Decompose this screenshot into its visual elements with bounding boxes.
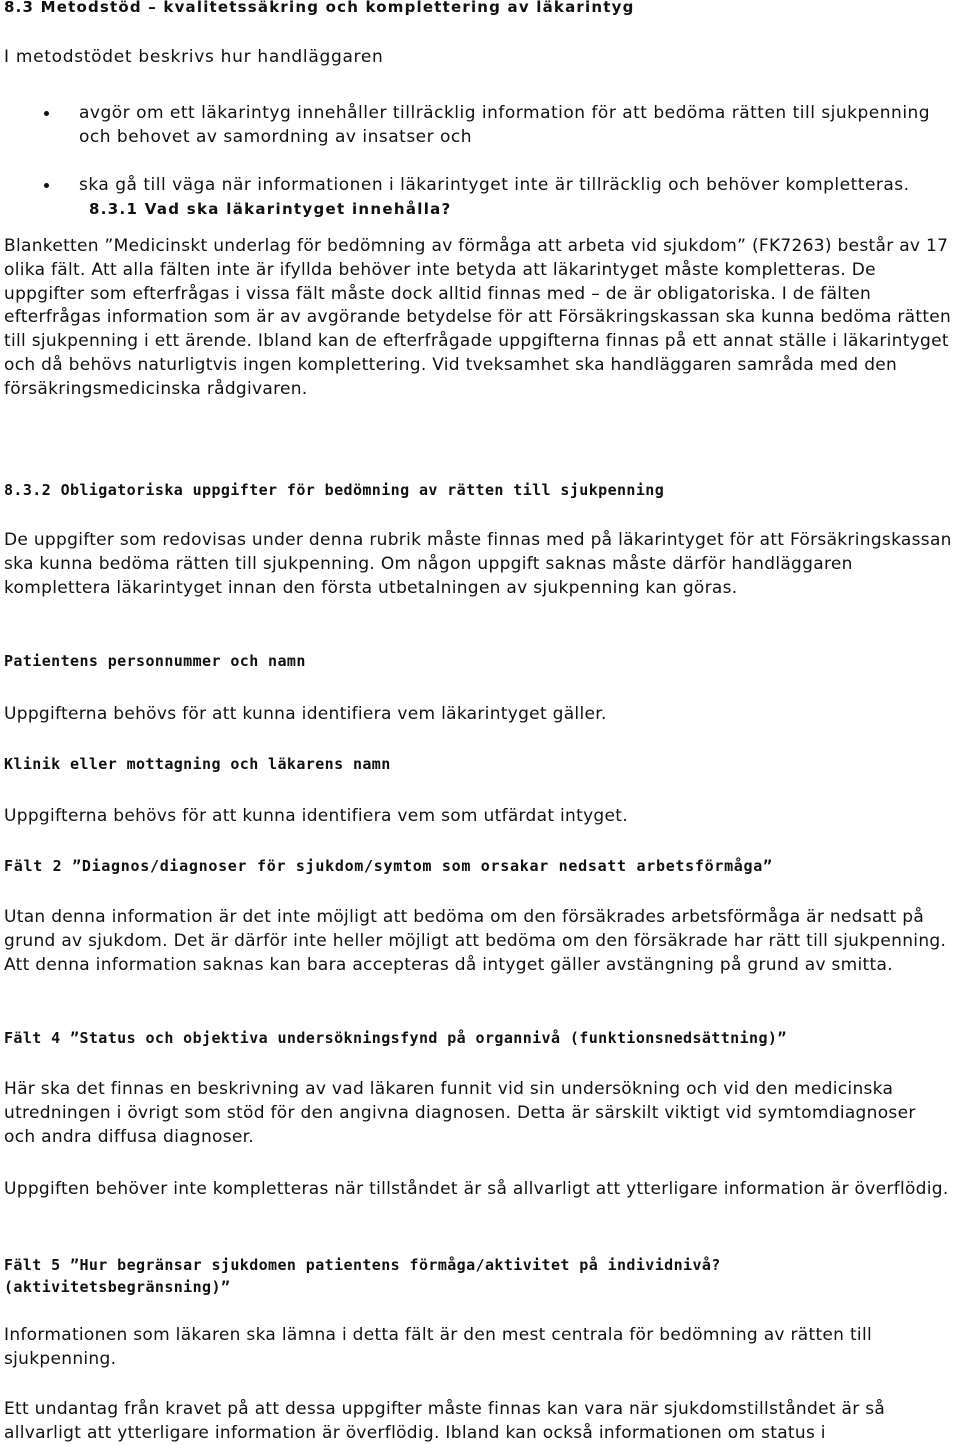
item-text: Ett undantag från kravet på att dessa uppgifter måste finnas kan vara när sjukdomstillståndet är så allvarligt att ytterligare information är överflödig. Ibland kan också informationen om status i [4, 1399, 886, 1443]
intro-text: I metodstödet beskrivs hur handläggaren [4, 47, 384, 67]
item-text: Informationen som läkaren ska lämna i detta fält är den mest centrala för bedömning av rätten till sjukpenning. [4, 1325, 872, 1369]
bullet-icon [44, 111, 49, 116]
section-831-text: Blanketten ”Medicinskt underlag för bedömning av förmåga att arbeta vid sjukdom” (FK7263) består av 17 olika fält. Att alla fälten inte är ifyllda behöver inte betyda att läkarintyget måste kompletteras. De uppgifter som efterfrågas i vissa fält måste dock alltid finnas med – de är obligatoriska. I de fälten efterfrågas information som är av avgörande betydelse för att Försäkringskassan ska kunna bedöma rätten till sjukpenning i ett ärende. Ibland kan de efterfrågade uppgifterna finnas på ett annat ställe i läkarintyget och då behövs naturligtvis ingen komplettering. Vid tveksamhet ska handläggaren samråda med den försäkringsmedicinska rådgivaren. [4, 236, 952, 399]
item-heading: Fält 5 ”Hur begränsar sjukdomen patientens förmåga/aktivitet på individnivå? (aktivitetsbegränsning)” [4, 1256, 721, 1296]
subsection-heading-832: 8.3.2 Obligatoriska uppgifter för bedömning av rätten till sjukpenning [4, 481, 665, 499]
section-832-text: De uppgifter som redovisas under denna rubrik måste finnas med på läkarintyget för att Försäkringskassan ska kunna bedöma rätten till sjukpenning. Om någon uppgift saknas måste därför handläggaren komplettera läkarintyget innan den första utbetalningen av sjukpenning kan göras. [4, 530, 952, 598]
item-heading: Fält 2 ”Diagnos/diagnoser för sjukdom/symtom som orsakar nedsatt arbetsförmåga” [4, 857, 773, 875]
item-heading: Fält 4 ”Status och objektiva undersökningsfynd på organnivå (funktionsnedsättning)” [4, 1029, 787, 1047]
list-item [4, 101, 952, 149]
item-heading: Klinik eller mottagning och läkarens namn [4, 755, 391, 773]
subsection-heading-831: 8.3.1 Vad ska läkarintyget innehålla? [89, 200, 452, 218]
bullet-list [4, 101, 952, 221]
item-text: Utan denna information är det inte möjligt att bedöma om den försäkrades arbetsförmåga är nedsatt på grund av sjukdom. Det är därför inte heller möjligt att bedöma om den försäkrade har rätt till sjukpenning. Att denna information saknas kan bara accepteras då intyget gäller avstängning på grund av smitta. [4, 907, 947, 975]
list-item [4, 173, 952, 221]
item-text: Här ska det finnas en beskrivning av vad läkaren funnit vid sin undersökning och vid den medicinska utredningen i övrigt som stöd för den angivna diagnosen. Detta är särskilt viktigt vid symtomdiagnoser och andra diffusa diagnoser. [4, 1079, 916, 1147]
section-title: 8.3 Metodstöd – kvalitetssäkring och komplettering av läkarintyg [4, 0, 635, 16]
item-text: Uppgifterna behövs för att kunna identifiera vem som utfärdat intyget. [4, 806, 628, 826]
bullet-icon [44, 183, 49, 188]
bullet-text: avgör om ett läkarintyg innehåller tillräcklig information för att bedöma rätten till sjukpenning och behovet av samordning av insatser och [79, 103, 931, 147]
item-text: Uppgiften behöver inte kompletteras när tillståndet är så allvarligt att ytterligare information är överflödig. [4, 1179, 949, 1199]
bullet-text: ska gå till väga när informationen i läkarintyget inte är tillräcklig och behöver kompletteras. [79, 175, 910, 195]
item-text: Uppgifterna behövs för att kunna identifiera vem läkarintyget gäller. [4, 704, 607, 724]
item-heading: Patientens personnummer och namn [4, 652, 306, 670]
